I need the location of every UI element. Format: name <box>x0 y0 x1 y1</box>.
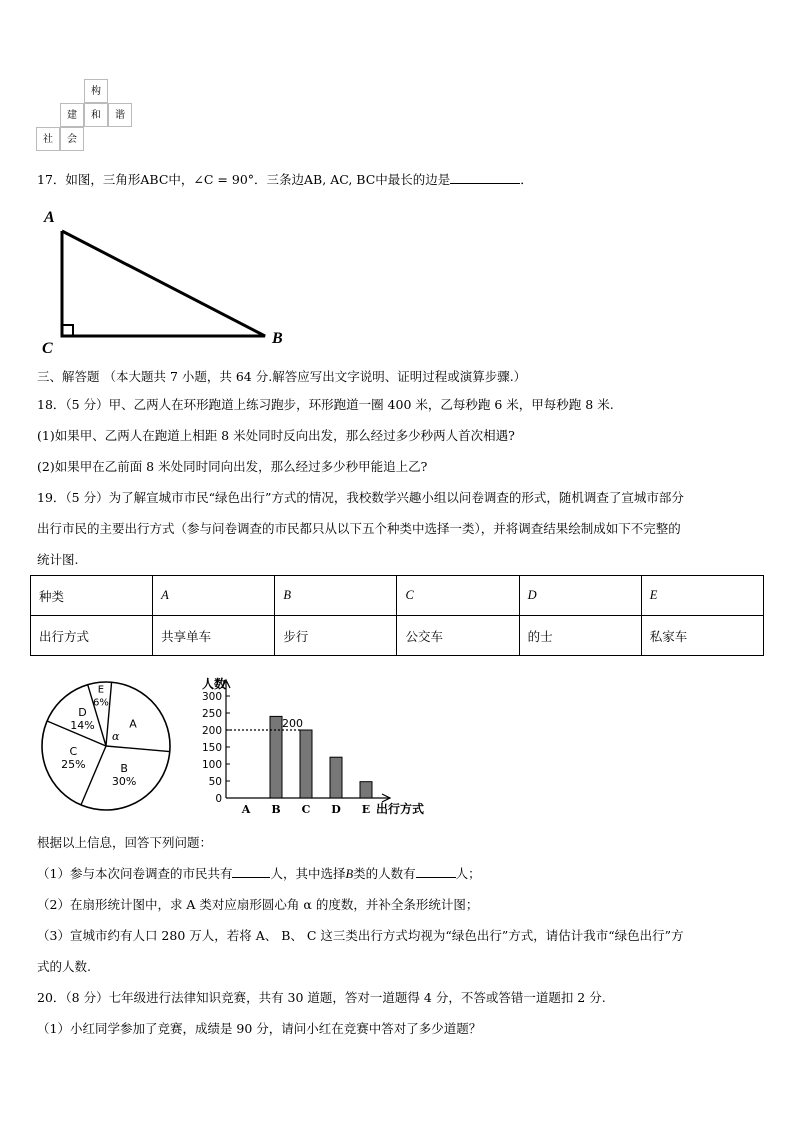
q19-sub3-line1: （3）宣城市约有人口 280 万人，若将 A、 B、 C 这三类出行方式均视为“绿色出行”方式，请估计我市“绿色出行”方 <box>37 928 684 943</box>
q19-line2: 出行市民的主要出行方式（参与问卷调查的市民都只从以下五个种类中选择一类），并将调查结果绘制成如下不完整的 <box>37 521 681 536</box>
table-cell: B <box>275 576 397 616</box>
pie-slice-percent: 30% <box>111 775 137 789</box>
x-tick-label: B <box>271 803 281 816</box>
table-cell: 公交车 <box>397 616 519 656</box>
pie-slice-label: D <box>78 705 87 719</box>
sub1-var: B <box>345 867 354 881</box>
q17-end: ． <box>520 172 533 187</box>
pie-slice-label: C <box>69 745 78 759</box>
pie-slice-percent: 25% <box>61 758 86 772</box>
answer-blank[interactable] <box>450 183 520 184</box>
table-cell: D <box>519 576 641 616</box>
y-tick-label: 0 <box>215 793 222 805</box>
table-row <box>31 576 764 616</box>
answer-blank[interactable] <box>416 877 456 878</box>
y-tick-label: 100 <box>201 759 222 771</box>
section-heading: 三、解答题 （本大题共 7 小题，共 64 分.解答应写出文字说明、证明过程或演算步骤.） <box>37 369 527 384</box>
sub1-text: （1）参与本次问卷调查的市民共有 <box>37 866 233 881</box>
q19-line1: 19．（5 分）为了解宣城市市民“绿色出行”方式的情况，我校数学兴趣小组以问卷调查的形式，随机调查了宣城市部分 <box>37 490 684 505</box>
net-cell: 建 <box>60 103 84 127</box>
right-angle-mark <box>62 325 73 336</box>
q19-sub3-line2: 式的人数. <box>37 959 91 974</box>
answer-blank[interactable] <box>232 877 270 878</box>
table-cell: E <box>641 576 763 616</box>
table-cell: 私家车 <box>641 616 763 656</box>
pie-chart <box>36 676 176 816</box>
sub1-text: 人，其中选择 <box>270 866 346 881</box>
q20-part1: （1）小红同学参加了竞赛，成绩是 90 分，请问小红在竞赛中答对了多少道题？ <box>37 1021 482 1036</box>
vertex-b-label: B <box>272 330 283 347</box>
bar-annotation: 200 <box>282 717 303 730</box>
pie-slice-percent: 14% <box>70 718 95 732</box>
bar-C <box>300 730 312 798</box>
pie-slice-percent: 6% <box>93 697 109 709</box>
word-net-figure <box>36 79 136 154</box>
vertex-a-label: A <box>44 209 55 226</box>
pie-slice-label: E <box>97 684 105 696</box>
sub1-text: 人； <box>455 866 481 881</box>
table-cell: 出行方式 <box>31 616 153 656</box>
q17-text <box>37 172 533 188</box>
vertex-c-label: C <box>42 340 53 357</box>
table-cell: C <box>397 576 519 616</box>
q20-stem: 20．（8 分）七年级进行法律知识竞赛，共有 30 道题，答对一道题得 4 分，不答或答错一道题扣 2 分. <box>37 990 606 1005</box>
x-tick-label: D <box>331 803 341 816</box>
net-cell: 和 <box>84 103 108 127</box>
y-tick-label: 250 <box>201 708 222 720</box>
right-triangle-figure <box>30 200 300 360</box>
bar-B <box>270 716 282 798</box>
x-axis-label: 出行方式 <box>376 802 425 816</box>
pie-angle-label: α <box>112 730 120 743</box>
table-row <box>31 616 764 656</box>
y-axis-label: 人数 <box>202 677 227 691</box>
q18-stem: 18．（5 分）甲、乙两人在环形跑道上练习跑步，环形跑道一圈 400 米，乙每秒跑 6 米，甲每秒跑 8 米. <box>37 397 614 412</box>
pie-slice-label: B <box>120 762 128 776</box>
table-cell: 步行 <box>275 616 397 656</box>
x-tick-label: E <box>361 803 371 816</box>
travel-mode-table <box>30 575 764 656</box>
y-tick-label: 50 <box>208 776 222 788</box>
bar-chart <box>190 668 440 818</box>
q18-part1: (1)如果甲、乙两人在跑道上相距 8 米处同时反向出发，那么经过多少秒两人首次相遇? <box>37 428 515 443</box>
bar-E <box>360 782 372 798</box>
net-cell: 构 <box>84 79 108 103</box>
y-tick-label: 300 <box>201 691 222 703</box>
net-cell: 社 <box>36 127 60 151</box>
y-tick-label: 150 <box>201 742 222 754</box>
table-cell: 的士 <box>519 616 641 656</box>
net-cell: 谐 <box>108 103 132 127</box>
pie-slice-label: A <box>129 717 137 731</box>
sub1-text: 类的人数有 <box>353 866 416 881</box>
q19-prompt: 根据以上信息，回答下列问题： <box>37 835 213 850</box>
table-cell: 种类 <box>31 576 153 616</box>
triangle-outline <box>62 231 265 336</box>
y-tick-label: 200 <box>201 725 222 737</box>
q18-part2: (2)如果甲在乙前面 8 米处同时同向出发，那么经过多少秒甲能追上乙? <box>37 459 428 474</box>
bar-D <box>330 757 342 798</box>
x-tick-label: C <box>301 803 311 816</box>
q17-stem: 17．如图，三角形ABC中，∠C = 90°．三条边AB, AC, BC中最长的边是 <box>37 172 451 187</box>
q19-sub2: （2）在扇形统计图中，求 A 类对应扇形圆心角 α 的度数，并补全条形统计图； <box>37 897 479 912</box>
table-cell: A <box>153 576 275 616</box>
net-cell: 会 <box>60 127 84 151</box>
table-cell: 共享单车 <box>153 616 275 656</box>
x-tick-label: A <box>241 803 251 816</box>
q19-sub1 <box>37 866 481 882</box>
q19-line3: 统计图. <box>37 552 79 567</box>
